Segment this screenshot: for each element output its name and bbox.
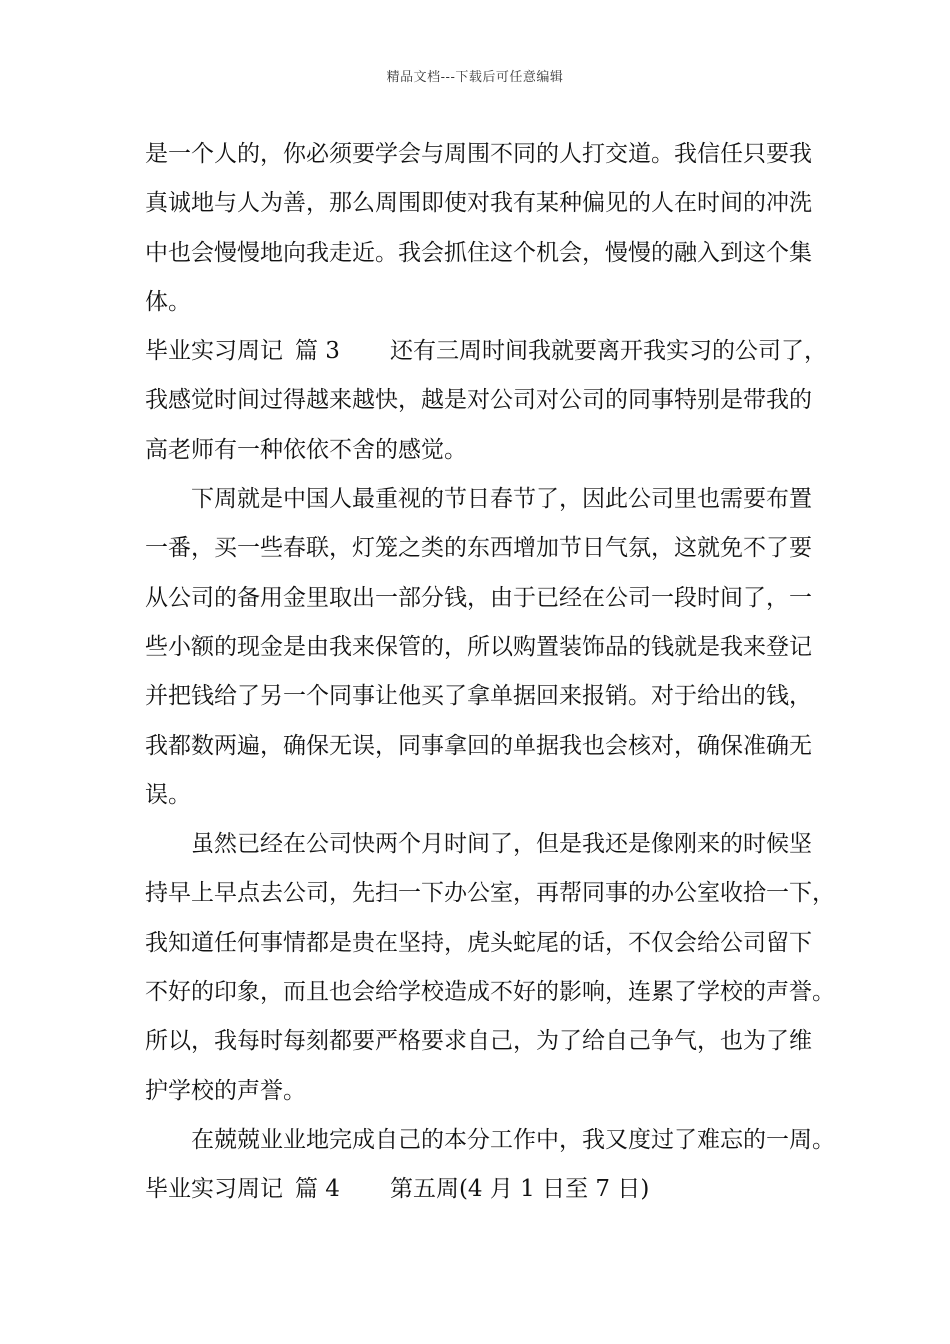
- section-number: 篇 3: [295, 338, 340, 365]
- text-line: 中也会慢慢地向我走近。我会抓住这个机会，慢慢的融入到这个集: [145, 239, 812, 266]
- text-line: 下周就是中国人最重视的节日春节了，因此公司里也需要布置: [191, 486, 812, 513]
- text-line: 我都数两遍，确保无误，同事拿回的单据我也会核对，确保准确无: [145, 732, 812, 759]
- text-line: 是一个人的，你必须要学会与周围不同的人打交道。我信任只要我: [145, 141, 812, 167]
- text-line: 高老师有一种依依不舍的感觉。: [145, 436, 467, 463]
- text-line: 第五周(4 月 1 日至 7 日): [389, 1176, 650, 1203]
- text-line: 真诚地与人为善，那么周围即使对我有某种偏见的人在时间的冲洗: [145, 190, 812, 217]
- paragraph-1: [145, 130, 810, 327]
- text-line: 我知道任何事情都是贵在坚持，虎头蛇尾的话，不仅会给公司留下: [145, 929, 812, 956]
- text-line: 虽然已经在公司快两个月时间了，但是我还是像刚来的时候坚: [191, 831, 812, 858]
- section-3: [145, 327, 827, 475]
- section-title: 毕业实习周记: [145, 1176, 283, 1203]
- text-line: 不好的印象，而且也会给学校造成不好的影响，连累了学校的声誉。: [145, 979, 835, 1006]
- section-heading-line: [145, 1165, 810, 1214]
- section-4: [145, 1165, 810, 1214]
- document-body: [145, 130, 835, 1215]
- text-line: 还有三周时间我就要离开我实习的公司了，: [389, 338, 827, 365]
- text-line: 护学校的声誉。: [145, 1077, 306, 1104]
- paragraph-2: [145, 475, 810, 820]
- paragraph-3: [145, 820, 835, 1116]
- text-line: 在兢兢业业地完成自己的本分工作中，我又度过了难忘的一周。: [191, 1126, 835, 1153]
- text-line: 一番，买一些春联，灯笼之类的东西增加节日气氛，这就免不了要: [145, 535, 812, 562]
- section-title: 毕业实习周记: [145, 338, 283, 365]
- page-header: 精品文档---下载后可任意编辑: [386, 70, 564, 85]
- text-line: 所以，我每时每刻都要严格要求自己，为了给自己争气，也为了维: [145, 1028, 812, 1055]
- section-heading-line: [145, 327, 827, 376]
- paragraph-4: [145, 1116, 835, 1165]
- text-line: 持早上早点去公司，先扫一下办公室，再帮同事的办公室收拾一下，: [145, 880, 835, 907]
- text-line: 误。: [145, 781, 191, 808]
- text-line: 并把钱给了另一个同事让他买了拿单据回来报销。对于给出的钱，: [145, 683, 812, 710]
- section-number: 篇 4: [295, 1176, 340, 1203]
- text-line: 些小额的现金是由我来保管的，所以购置装饰品的钱就是我来登记: [145, 633, 812, 660]
- text-line: 我感觉时间过得越来越快，越是对公司对公司的同事特别是带我的: [145, 387, 812, 414]
- text-line: 体。: [145, 288, 191, 315]
- text-line: 从公司的备用金里取出一部分钱，由于已经在公司一段时间了，一: [145, 584, 812, 611]
